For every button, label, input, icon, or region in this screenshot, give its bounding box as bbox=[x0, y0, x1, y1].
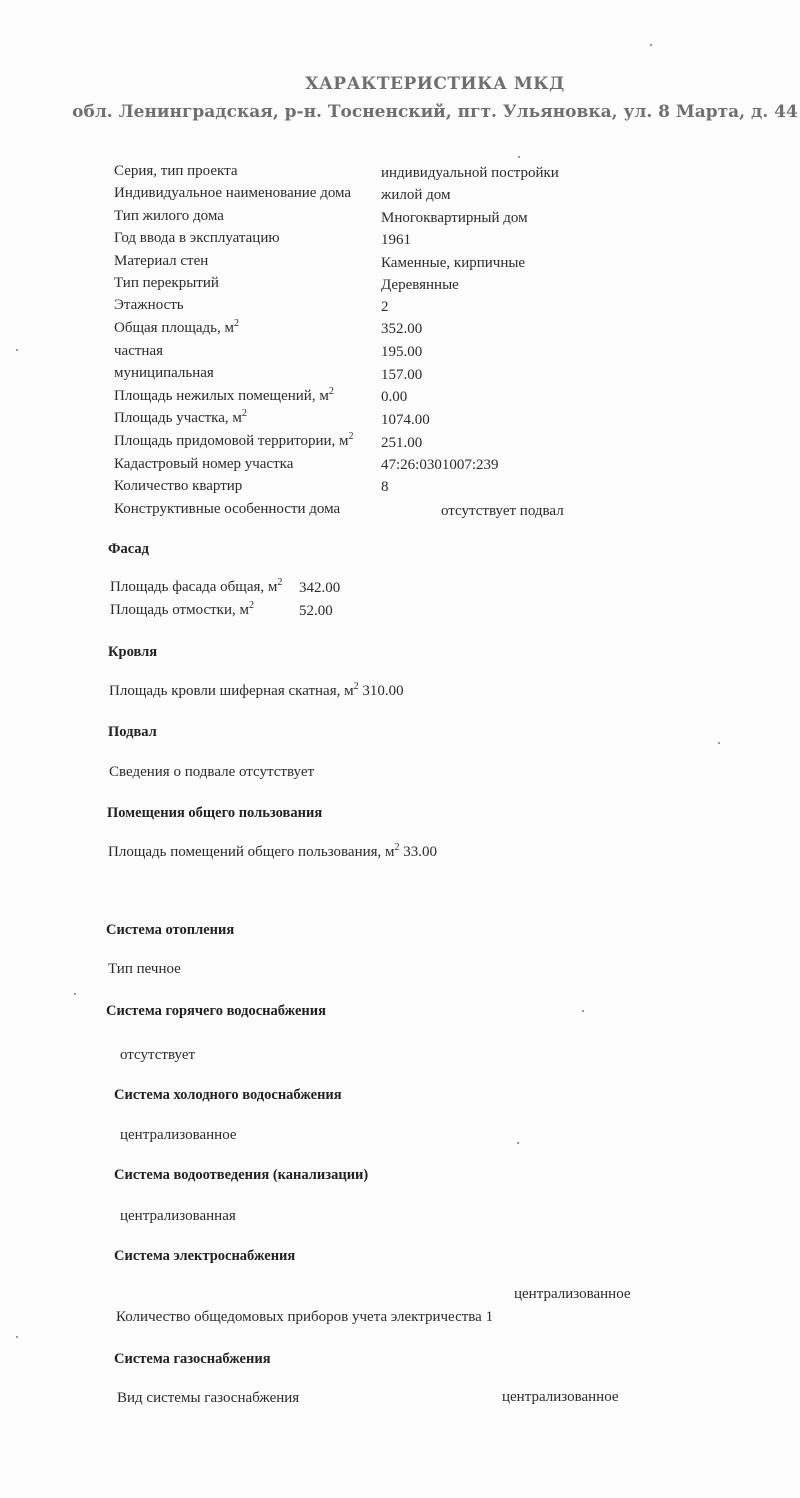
row-value: 47:26:0301007:239 bbox=[381, 457, 499, 473]
roof-area: Площадь кровли шиферная скатная, $м^2$ 310.00 bbox=[109, 681, 404, 699]
blind-area-value: 52.00 bbox=[299, 603, 333, 619]
row-label: Тип жилого дома bbox=[114, 208, 224, 224]
common-area: Площадь помещений общего пользования, $м^2$ 33.00 bbox=[108, 842, 438, 860]
blind-area-label: Площадь отмостки, $м^2$ bbox=[110, 600, 254, 618]
section-heading-roof: Кровля bbox=[108, 644, 158, 660]
sewer-text: централизованная bbox=[120, 1208, 236, 1224]
row-value: 157.00 bbox=[381, 367, 423, 383]
section-heading-common: Помещения общего пользования bbox=[107, 805, 323, 821]
row-label: Площадь придомовой территории, $м^2$ bbox=[114, 431, 354, 449]
row-value: жилой дом bbox=[381, 187, 451, 203]
row-label: Этажность bbox=[114, 297, 184, 313]
row-value: 1961 bbox=[381, 232, 411, 248]
section-heading-basement: Подвал bbox=[108, 724, 157, 740]
section-heading-heating: Система отопления bbox=[106, 922, 235, 938]
row-label: Общая площадь, $м^2$ bbox=[114, 318, 240, 336]
section-heading-gas: Система газоснабжения bbox=[114, 1351, 271, 1367]
row-value: 8 bbox=[381, 479, 389, 495]
row-label: Конструктивные особенности дома bbox=[114, 501, 341, 517]
row-label: Количество квартир bbox=[114, 478, 243, 494]
row-value: 2 bbox=[381, 299, 389, 315]
row-label: Кадастровый номер участка bbox=[114, 456, 294, 472]
section-heading-sewer: Система водоотведения (канализации) bbox=[114, 1167, 369, 1183]
electric-meters: Количество общедомовых приборов учета электричества 1 bbox=[116, 1309, 494, 1325]
row-label: Год ввода в эксплуатацию bbox=[114, 230, 280, 246]
scan-speck bbox=[16, 1336, 18, 1338]
cold-water-text: централизованное bbox=[120, 1127, 237, 1143]
row-value: 352.00 bbox=[381, 321, 423, 337]
row-label: Площадь участка, $м^2$ bbox=[114, 408, 247, 426]
row-label: Индивидуальное наименование дома bbox=[114, 185, 352, 201]
row-value: отсутствует подвал bbox=[441, 503, 564, 519]
facade-area-label: Площадь фасада общая, $м^2$ bbox=[110, 577, 283, 595]
section-heading-electric: Система электроснабжения bbox=[114, 1248, 296, 1264]
row-value: 0.00 bbox=[381, 389, 408, 405]
scan-speck bbox=[16, 349, 18, 351]
row-value: Деревянные bbox=[381, 277, 459, 293]
row-value: индивидуальной постройки bbox=[381, 165, 559, 181]
row-label: Серия, тип проекта bbox=[114, 163, 238, 179]
row-value: 195.00 bbox=[381, 344, 423, 360]
scan-speck bbox=[518, 156, 520, 158]
row-label: Площадь нежилых помещений, $м^2$ bbox=[114, 386, 334, 404]
row-value: 1074.00 bbox=[381, 412, 430, 428]
facade-area-value: 342.00 bbox=[299, 580, 341, 596]
row-label: муниципальная bbox=[114, 365, 214, 381]
heating-text: Тип печное bbox=[108, 961, 181, 977]
row-value: Каменные, кирпичные bbox=[381, 255, 526, 271]
row-value: 251.00 bbox=[381, 435, 423, 451]
hot-water-text: отсутствует bbox=[120, 1047, 196, 1063]
row-value: Многоквартирный дом bbox=[381, 210, 528, 226]
document-address: обл. Ленинградская, р-н. Тосненский, пгт. Ульяновка, ул. 8 Марта, д. 44 bbox=[72, 102, 798, 122]
row-label: Материал стен bbox=[114, 253, 209, 269]
section-heading-facade: Фасад bbox=[108, 541, 149, 557]
electric-value: централизованное bbox=[514, 1286, 631, 1302]
gas-value: централизованное bbox=[502, 1389, 619, 1405]
row-label: частная bbox=[114, 343, 163, 359]
section-heading-cold-water: Система холодного водоснабжения bbox=[114, 1087, 342, 1103]
row-label: Тип перекрытий bbox=[114, 275, 219, 291]
scan-speck bbox=[718, 742, 720, 744]
scan-speck bbox=[582, 1010, 584, 1012]
gas-label: Вид системы газоснабжения bbox=[117, 1390, 300, 1406]
scan-speck bbox=[74, 993, 76, 995]
basement-text: Сведения о подвале отсутствует bbox=[109, 764, 315, 780]
document-title: ХАРАКТЕРИСТИКА МКД bbox=[305, 74, 565, 94]
section-heading-hot-water: Система горячего водоснабжения bbox=[106, 1003, 326, 1019]
scan-speck bbox=[650, 44, 652, 46]
scan-speck bbox=[517, 1142, 519, 1144]
